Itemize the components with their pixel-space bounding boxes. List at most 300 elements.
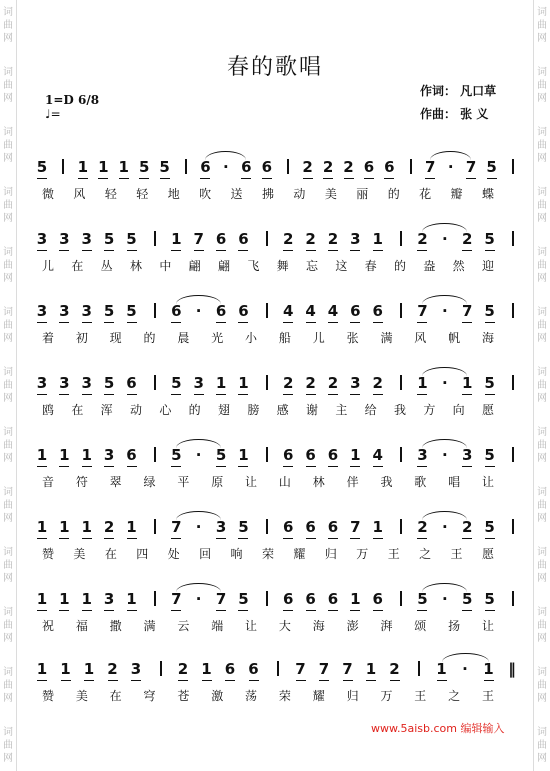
beam-line	[390, 680, 400, 681]
beam-line	[238, 610, 248, 611]
watermark-char: 网	[537, 213, 547, 224]
lyric-char: 轻	[136, 187, 149, 201]
watermark-char: 词	[537, 187, 547, 198]
lyric-char: 万	[380, 689, 393, 703]
beam-line	[350, 538, 360, 539]
watermark-char: 曲	[3, 440, 13, 451]
lyric-char: 拂	[261, 187, 275, 201]
note: 5	[171, 446, 182, 464]
beam-line	[241, 178, 251, 179]
composer-credit: 作曲： 张 义	[420, 107, 489, 121]
watermark-char: 网	[3, 633, 13, 644]
watermark-char: 网	[537, 33, 547, 44]
note: 4	[327, 302, 339, 320]
lyric-char: 耀	[312, 689, 325, 703]
beam-line	[437, 680, 447, 681]
watermark-char: 词	[537, 667, 547, 678]
lyrics-line	[36, 329, 516, 347]
note: 6	[372, 302, 383, 320]
watermark-char: 曲	[3, 20, 13, 31]
note: 5	[484, 446, 495, 464]
lyric-char: 船	[278, 331, 291, 345]
lyric-char: 林	[129, 259, 143, 273]
note: 1	[36, 446, 48, 464]
lyric-char: 盎	[423, 259, 436, 273]
note: 3	[81, 374, 92, 392]
lyric-char: 地	[167, 187, 180, 201]
note: 5	[238, 518, 249, 536]
beam-line	[283, 250, 293, 251]
watermark-char: 网	[537, 93, 547, 104]
note: 6	[372, 590, 383, 608]
note: 6	[248, 660, 259, 678]
beam-line	[373, 538, 383, 539]
beam-line	[127, 322, 137, 323]
note: 6	[215, 302, 227, 320]
note: 7	[425, 158, 436, 176]
lyric-char: 翠	[109, 475, 122, 489]
note: 6	[305, 590, 316, 608]
note: 6	[126, 374, 137, 392]
lyric-char: 这	[335, 259, 348, 273]
note: 3	[81, 302, 92, 320]
dot-mark: ·	[441, 374, 448, 392]
beam-line	[417, 538, 427, 539]
watermark-char: 词	[537, 547, 547, 558]
watermark-char: 曲	[537, 20, 547, 31]
note: 4	[305, 302, 316, 320]
beam-line	[328, 538, 338, 539]
beam-line	[485, 466, 495, 467]
lyric-char: 风	[73, 187, 86, 201]
beam-line	[462, 322, 472, 323]
lyric-char: 的	[188, 403, 201, 417]
note: 1	[81, 590, 92, 608]
slur-arc	[205, 151, 246, 160]
note: 3	[130, 660, 142, 678]
beam-line	[485, 322, 495, 323]
beam-line	[425, 178, 435, 179]
lyric-char: 我	[380, 475, 393, 489]
note: 3	[36, 230, 48, 248]
lyric-char: 原	[211, 475, 224, 489]
lyric-char: 张	[346, 331, 359, 345]
slur-arc	[176, 439, 221, 448]
lyric-char: 飞	[247, 259, 260, 273]
lyric-char: 美	[73, 547, 86, 561]
beam-line	[139, 178, 149, 179]
note: 5	[103, 230, 115, 248]
watermark-char: 词	[3, 307, 13, 318]
lyric-char: 万	[356, 547, 369, 561]
note: 3	[350, 374, 361, 392]
lyric-char: 绿	[143, 475, 156, 489]
bar-line	[154, 231, 156, 246]
note: 7	[350, 518, 361, 536]
beam-line	[462, 394, 472, 395]
note: 1	[59, 446, 70, 464]
beam-line	[171, 322, 181, 323]
beam-line	[249, 680, 259, 681]
note: 2	[327, 374, 339, 392]
slur-arc	[176, 511, 221, 520]
beam-line	[216, 610, 226, 611]
notes-line	[36, 590, 516, 612]
note: 3	[350, 230, 361, 248]
lyric-char: 之	[448, 689, 461, 703]
note: 3	[103, 590, 115, 608]
bar-line	[154, 303, 156, 318]
slur-arc	[422, 223, 467, 232]
beam-line	[306, 610, 316, 611]
bar-line	[154, 375, 156, 390]
note: 6	[261, 158, 272, 176]
note: 6	[282, 590, 294, 608]
beam-line	[462, 250, 472, 251]
lyric-char: 风	[414, 331, 427, 345]
beam-line	[350, 322, 360, 323]
lyric-char: 回	[199, 547, 212, 561]
dot-mark: ·	[441, 518, 448, 536]
notes-line	[36, 446, 516, 468]
note: 6	[350, 302, 361, 320]
note: 5	[138, 158, 150, 176]
slur-arc	[422, 439, 467, 448]
note: 3	[417, 446, 428, 464]
beam-line	[238, 250, 248, 251]
lyric-char: 舞	[276, 259, 289, 273]
beam-line	[328, 322, 338, 323]
beam-line	[306, 538, 316, 539]
lyric-char: 中	[159, 259, 172, 273]
beam-line	[283, 538, 293, 539]
beam-line	[127, 394, 137, 395]
watermark-char: 词	[537, 67, 547, 78]
dot-mark: ·	[195, 590, 202, 608]
note: 3	[215, 518, 227, 536]
note: 7	[193, 230, 204, 248]
lyric-char: 平	[177, 475, 190, 489]
watermark-char: 词	[3, 367, 13, 378]
lyric-char: 的	[387, 187, 400, 201]
beam-line	[37, 250, 47, 251]
watermark-char: 词	[537, 247, 547, 258]
note: 1	[201, 660, 212, 678]
lyric-char: 小	[245, 331, 258, 345]
note: 1	[372, 518, 383, 536]
lyric-char: 赞	[41, 547, 55, 561]
watermark-char: 网	[537, 513, 547, 524]
beam-line	[84, 680, 94, 681]
beam-line	[306, 322, 316, 323]
watermark-char: 词	[537, 307, 547, 318]
note: 6	[171, 302, 182, 320]
bar-line	[154, 519, 156, 534]
watermark-char: 词	[537, 427, 547, 438]
watermark-char: 曲	[3, 380, 13, 391]
lyric-char: 我	[393, 403, 407, 417]
lyric-char: 在	[104, 547, 117, 561]
beam-line	[61, 680, 71, 681]
lyrics-line	[36, 257, 516, 275]
slur-arc	[442, 653, 489, 662]
beam-line	[160, 178, 170, 179]
watermark-char: 曲	[3, 80, 13, 91]
watermark-char: 词	[537, 127, 547, 138]
beam-line	[306, 394, 316, 395]
watermark-char: 曲	[537, 680, 547, 691]
bar-line	[512, 519, 514, 534]
watermark-char: 曲	[537, 620, 547, 631]
watermark-char: 词	[3, 667, 13, 678]
note: 5	[238, 590, 249, 608]
lyric-char: 耀	[293, 547, 306, 561]
watermark-char: 网	[537, 153, 547, 164]
note: 5	[484, 302, 495, 320]
note: 5	[171, 374, 182, 392]
beam-line	[306, 466, 316, 467]
lyric-char: 微	[41, 187, 55, 201]
bar-line	[287, 159, 289, 174]
song-title: 春的歌唱	[226, 55, 323, 80]
beam-line	[462, 466, 472, 467]
beam-line	[127, 538, 137, 539]
lyric-char: 扬	[448, 619, 461, 633]
beam-line	[238, 538, 248, 539]
note: 1	[98, 158, 109, 176]
note: 3	[462, 446, 473, 464]
lyric-char: 翩	[217, 259, 231, 273]
beam-line	[59, 322, 69, 323]
notes-line	[36, 158, 516, 180]
note: 7	[215, 590, 227, 608]
slur-arc	[422, 583, 467, 592]
lyric-char: 瓣	[450, 187, 463, 201]
note: 5	[126, 302, 137, 320]
beam-line	[303, 178, 313, 179]
notes-line	[36, 230, 516, 252]
watermark-char: 曲	[537, 320, 547, 331]
watermark-char: 曲	[537, 140, 547, 151]
beam-line	[373, 610, 383, 611]
lyric-char: 的	[393, 259, 407, 273]
watermark-char: 网	[3, 333, 13, 344]
lyric-char: 穹	[143, 689, 156, 703]
dot-mark: ·	[441, 446, 448, 464]
note: 1	[81, 518, 92, 536]
watermark-char: 曲	[3, 140, 13, 151]
beam-line	[194, 250, 204, 251]
lyric-char: 美	[324, 187, 337, 201]
note: 5	[484, 518, 495, 536]
beam-line	[171, 250, 181, 251]
beam-line	[328, 466, 338, 467]
watermark-char: 网	[3, 153, 13, 164]
beam-line	[37, 394, 47, 395]
lyric-char: 的	[143, 331, 156, 345]
lyric-char: 儿	[312, 331, 325, 345]
watermark-char: 词	[3, 187, 13, 198]
beam-line	[59, 466, 69, 467]
beam-line	[417, 610, 427, 611]
dot-mark: ·	[223, 158, 229, 176]
beam-line	[225, 680, 235, 681]
beam-line	[238, 322, 248, 323]
note: 2	[107, 660, 118, 678]
slur-arc	[176, 583, 221, 592]
note: 6	[384, 158, 395, 176]
beam-line	[417, 466, 427, 467]
watermark-char: 网	[537, 753, 547, 764]
beam-line	[384, 178, 394, 179]
lyric-char: 王	[481, 689, 495, 703]
beam-line	[485, 250, 495, 251]
left-margin-line	[16, 0, 17, 771]
note: 6	[327, 446, 339, 464]
watermark-char: 网	[3, 693, 13, 704]
beam-line	[127, 466, 137, 467]
watermark-char: 曲	[537, 80, 547, 91]
lyric-char: 端	[211, 619, 224, 633]
lyric-char: 赞	[41, 689, 55, 703]
note: 5	[126, 230, 137, 248]
watermark-char: 词	[537, 607, 547, 618]
lyric-char: 感	[276, 403, 289, 417]
watermark-char: 曲	[537, 440, 547, 451]
bar-line	[512, 303, 514, 318]
note: 5	[486, 158, 497, 176]
beam-line	[350, 466, 360, 467]
lyric-char: 着	[41, 331, 55, 345]
lyric-char: 林	[312, 475, 325, 489]
notes-line	[36, 660, 516, 682]
beam-line	[78, 178, 88, 179]
note: 1	[126, 518, 137, 536]
beam-line	[82, 394, 92, 395]
dot-mark: ·	[195, 446, 202, 464]
lyric-char: 初	[75, 331, 88, 345]
lyric-char: 迎	[481, 259, 495, 273]
lyric-char: 晨	[177, 331, 190, 345]
beam-line	[328, 250, 338, 251]
lyric-char: 让	[481, 475, 495, 489]
note: 5	[36, 158, 48, 176]
note: 1	[126, 590, 137, 608]
note: 6	[224, 660, 236, 678]
lyric-char: 之	[419, 547, 432, 561]
lyrics-line	[36, 687, 516, 705]
beam-line	[104, 322, 114, 323]
beam-line	[171, 538, 181, 539]
watermark-char: 词	[3, 427, 13, 438]
lyric-char: 心	[159, 403, 172, 417]
note: 6	[238, 230, 249, 248]
note: 6	[241, 158, 252, 176]
note: 2	[302, 158, 313, 176]
dot-mark: ·	[441, 302, 448, 320]
beam-line	[171, 610, 181, 611]
watermark-char: 网	[537, 333, 547, 344]
note: 7	[465, 158, 477, 176]
beam-line	[328, 610, 338, 611]
note: 2	[282, 374, 294, 392]
beam-line	[484, 680, 494, 681]
bar-line	[266, 591, 268, 606]
beam-line	[119, 178, 129, 179]
beam-line	[485, 538, 495, 539]
note: 1	[350, 590, 361, 608]
watermark-char: 网	[3, 453, 13, 464]
note: 3	[103, 446, 115, 464]
note: 6	[363, 158, 375, 176]
lyric-char: 在	[71, 259, 84, 273]
lyric-char: 春	[364, 259, 377, 273]
note: 1	[462, 374, 473, 392]
watermark-char: 曲	[3, 740, 13, 751]
watermark-char: 词	[3, 247, 13, 258]
note: 2	[103, 518, 115, 536]
beam-line	[82, 538, 92, 539]
lyrics-line	[36, 473, 516, 491]
beam-line	[485, 394, 495, 395]
note: 2	[305, 230, 316, 248]
lyric-char: 主	[335, 403, 348, 417]
note: 6	[305, 518, 316, 536]
beam-line	[216, 466, 226, 467]
beam-line	[319, 680, 329, 681]
watermark-char: 词	[3, 67, 13, 78]
beam-line	[417, 394, 427, 395]
note: 6	[126, 446, 137, 464]
slur-arc	[176, 295, 221, 304]
bar-line	[512, 159, 514, 174]
watermark-char: 网	[3, 33, 13, 44]
note: 5	[159, 158, 170, 176]
beam-line	[417, 322, 427, 323]
watermark-char: 曲	[537, 260, 547, 271]
lyric-char: 动	[293, 187, 306, 201]
tempo-mark: ♩=	[45, 107, 61, 121]
note: 5	[417, 590, 428, 608]
lyric-char: 花	[419, 187, 432, 201]
beam-line	[283, 466, 293, 467]
note: 6	[282, 518, 294, 536]
lyric-char: 动	[129, 403, 143, 417]
lyric-char: 海	[312, 619, 325, 633]
beam-line	[216, 538, 226, 539]
beam-line	[417, 250, 427, 251]
note: 5	[215, 446, 227, 464]
note: 1	[365, 660, 377, 678]
watermark-char: 曲	[537, 380, 547, 391]
beam-line	[283, 322, 293, 323]
note: 1	[81, 446, 92, 464]
note: 1	[417, 374, 428, 392]
watermark-char: 词	[537, 727, 547, 738]
lyric-char: 蝶	[481, 187, 495, 201]
lyric-char: 大	[278, 619, 291, 633]
lyric-char: 苍	[177, 689, 190, 703]
note: 2	[462, 230, 473, 248]
beam-line	[171, 394, 181, 395]
dot-mark: ·	[462, 660, 468, 678]
beam-line	[343, 680, 353, 681]
lyrics-line	[36, 185, 516, 203]
note: 7	[295, 660, 306, 678]
beam-line	[462, 610, 472, 611]
beam-line	[59, 538, 69, 539]
lyric-char: 归	[346, 689, 359, 703]
